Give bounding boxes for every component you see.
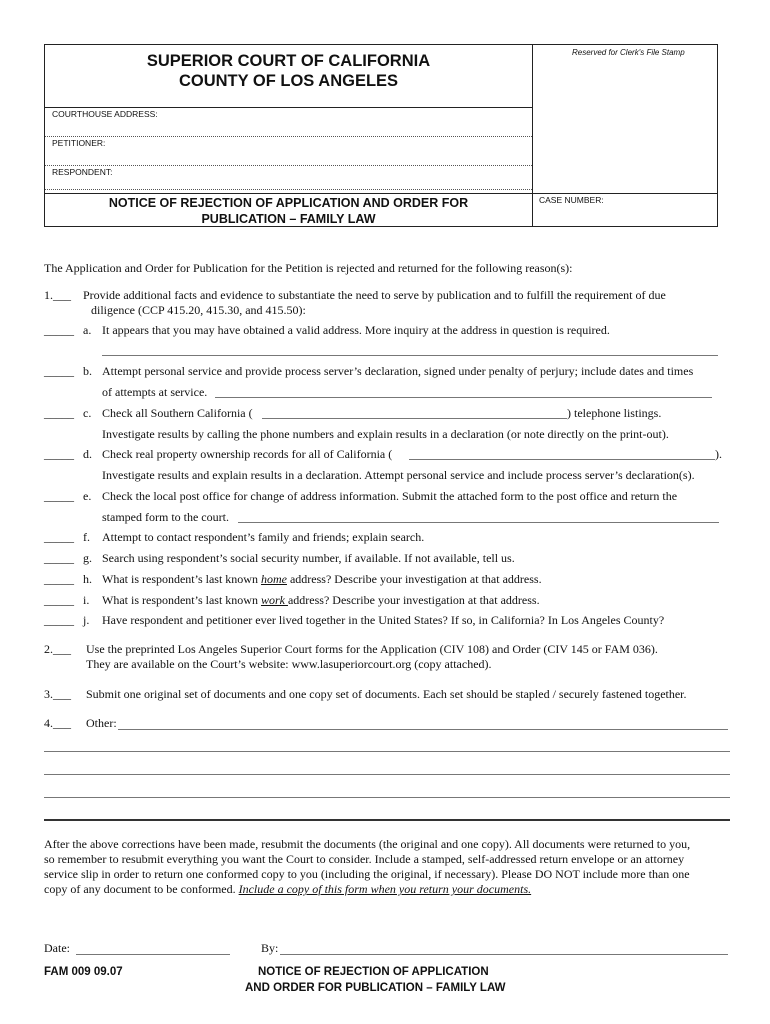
respondent-field[interactable] [45, 189, 532, 190]
court-name: SUPERIOR COURT OF CALIFORNIA [146, 52, 431, 70]
other-fill-line-1[interactable] [118, 729, 728, 730]
item4-label: Other: [86, 716, 117, 730]
item-f-letter: f. [83, 530, 90, 544]
item-h-checkbox[interactable]: _____ [44, 572, 74, 586]
by-label: By: [261, 941, 279, 955]
item-e-text-cont: stamped form to the court. [102, 510, 229, 524]
item-i-text-emphasis: work [260, 593, 288, 607]
closing-line-3: service slip in order to return one conformed copy to you (including the original, if necessary). Please DO NOT include more than one [44, 867, 690, 881]
item-e-text: Check the local post office for change of address information. Submit the attached form to the post office and return the [102, 489, 678, 503]
item-i-text-post: address? Describe your investigation at that address. [287, 593, 540, 607]
item-e-checkbox[interactable]: _____ [44, 489, 74, 503]
date-label: Date: [44, 941, 70, 955]
item2-checkbox[interactable]: 2.___ [44, 642, 71, 656]
item-d-text-post: ). [715, 447, 722, 461]
closing-line-2: so remember to resubmit everything you want the Court to consider. Include a stamped, self-addressed return envelope or an attorney [44, 852, 685, 866]
other-fill-line-2[interactable] [44, 751, 730, 752]
closing-line-4-emphasis: Include a copy of this form when you return your documents. [238, 882, 532, 896]
item-c-text-post: ) telephone listings. [567, 406, 662, 420]
item-f-checkbox[interactable]: _____ [44, 530, 74, 544]
item-a-letter: a. [83, 323, 92, 337]
item-c-text-cont: Investigate results by calling the phone numbers and explain results in a declaration (or note directly on the print-out). [102, 427, 669, 441]
courthouse-address-field[interactable] [45, 136, 532, 137]
caption-header-box [44, 44, 718, 227]
item-e-fill-line[interactable] [238, 522, 719, 523]
notice-title-line2: PUBLICATION – FAMILY LAW [201, 212, 376, 226]
item3-checkbox[interactable]: 3.___ [44, 687, 71, 701]
item-b-checkbox[interactable]: _____ [44, 364, 74, 378]
item-c-fill-line[interactable] [262, 418, 567, 419]
petitioner-field[interactable] [45, 165, 532, 166]
item1-text: Provide additional facts and evidence to substantiate the need to serve by publication and to fulfill the requirement of due [83, 288, 666, 302]
item-h-text-emphasis: home [260, 572, 287, 586]
item-b-text-cont: of attempts at service. [102, 385, 208, 399]
item-d-letter: d. [83, 447, 92, 461]
date-field[interactable] [76, 954, 230, 955]
item1-text-cont: diligence (CCP 415.20, 415.30, and 415.50): [91, 303, 306, 317]
notice-title-line1: NOTICE OF REJECTION OF APPLICATION AND ORDER FOR [108, 196, 469, 210]
item-i-letter: i. [83, 593, 90, 607]
clerk-stamp-label: Reserved for Clerk's File Stamp [572, 48, 685, 57]
court-county: COUNTY OF LOS ANGELES [178, 72, 399, 90]
closing-line-4 [44, 882, 531, 897]
item-h-text [102, 572, 542, 587]
item-c-letter: c. [83, 406, 92, 420]
signature-field[interactable] [280, 954, 728, 955]
item-j-text: Have respondent and petitioner ever lived together in the United States? If so, in California? In Los Angeles County? [102, 613, 665, 627]
item-d-text-pre: Check real property ownership records for all of California ( [102, 447, 393, 461]
footer-title-line2: AND ORDER FOR PUBLICATION – FAMILY LAW [245, 982, 506, 994]
item-i-text [102, 593, 540, 608]
item4-checkbox[interactable]: 4.___ [44, 716, 71, 730]
item-a-checkbox[interactable]: _____ [44, 323, 74, 337]
intro-text: The Application and Order for Publication for the Petition is rejected and returned for the following reason(s): [44, 261, 573, 275]
item-i-text-pre: What is respondent’s last known [102, 593, 261, 607]
item2-text-cont: They are available on the Court’s website: www.lasuperiorcourt.org (copy attached). [86, 657, 492, 671]
item-j-checkbox[interactable]: _____ [44, 613, 74, 627]
other-fill-line-3[interactable] [44, 774, 730, 775]
header-rule [45, 107, 532, 108]
form-id: FAM 009 09.07 [44, 966, 123, 978]
item-h-text-post: address? Describe your investigation at that address. [286, 572, 542, 586]
item-j-letter: j. [83, 613, 90, 627]
item-g-checkbox[interactable]: _____ [44, 551, 74, 565]
closing-line-1: After the above corrections have been made, resubmit the documents (the original and one copy). All documents were returned to you, [44, 837, 691, 851]
item3-text: Submit one original set of documents and one copy set of documents. Each set should be stapled / securely fastened together. [86, 687, 687, 701]
item-c-text-pre: Check all Southern California ( [102, 406, 253, 420]
item2-text: Use the preprinted Los Angeles Superior Court forms for the Application (CIV 108) and Order (CIV 145 or FAM 036). [86, 642, 658, 656]
header-rule-full [45, 193, 717, 194]
item-f-text: Attempt to contact respondent’s family and friends; explain search. [102, 530, 425, 544]
petitioner-label: PETITIONER: [52, 138, 106, 148]
item-d-text-cont: Investigate results and explain results in a declaration. Attempt personal service and include process server’s declaration(s). [102, 468, 695, 482]
case-number-label: CASE NUMBER: [539, 195, 604, 205]
item-a-fill-line[interactable] [102, 355, 718, 356]
closing-line-4-text: copy of any document to be conformed. [44, 882, 239, 896]
footer-title-line1: NOTICE OF REJECTION OF APPLICATION [258, 966, 489, 978]
item-e-letter: e. [83, 489, 92, 503]
item-d-fill-line[interactable] [409, 459, 715, 460]
item-b-text: Attempt personal service and provide process server’s declaration, signed under penalty of perjury; include dates and times [102, 364, 694, 378]
item-a-text: It appears that you may have obtained a valid address. More inquiry at the address in question is required. [102, 323, 610, 337]
item-b-fill-line[interactable] [215, 397, 712, 398]
item-g-letter: g. [83, 551, 92, 565]
other-fill-line-4[interactable] [44, 797, 730, 798]
section-rule [44, 819, 730, 821]
item-b-letter: b. [83, 364, 92, 378]
item-i-checkbox[interactable]: _____ [44, 593, 74, 607]
header-divider-vertical [532, 45, 533, 226]
item-h-letter: h. [83, 572, 92, 586]
item-g-text: Search using respondent’s social security number, if available. If not available, tell us. [102, 551, 515, 565]
item-h-text-pre: What is respondent’s last known [102, 572, 261, 586]
courthouse-address-label: COURTHOUSE ADDRESS: [52, 109, 158, 119]
item-d-checkbox[interactable]: _____ [44, 447, 74, 461]
item1-checkbox[interactable]: 1.___ [44, 288, 71, 302]
respondent-label: RESPONDENT: [52, 167, 113, 177]
item-c-checkbox[interactable]: _____ [44, 406, 74, 420]
